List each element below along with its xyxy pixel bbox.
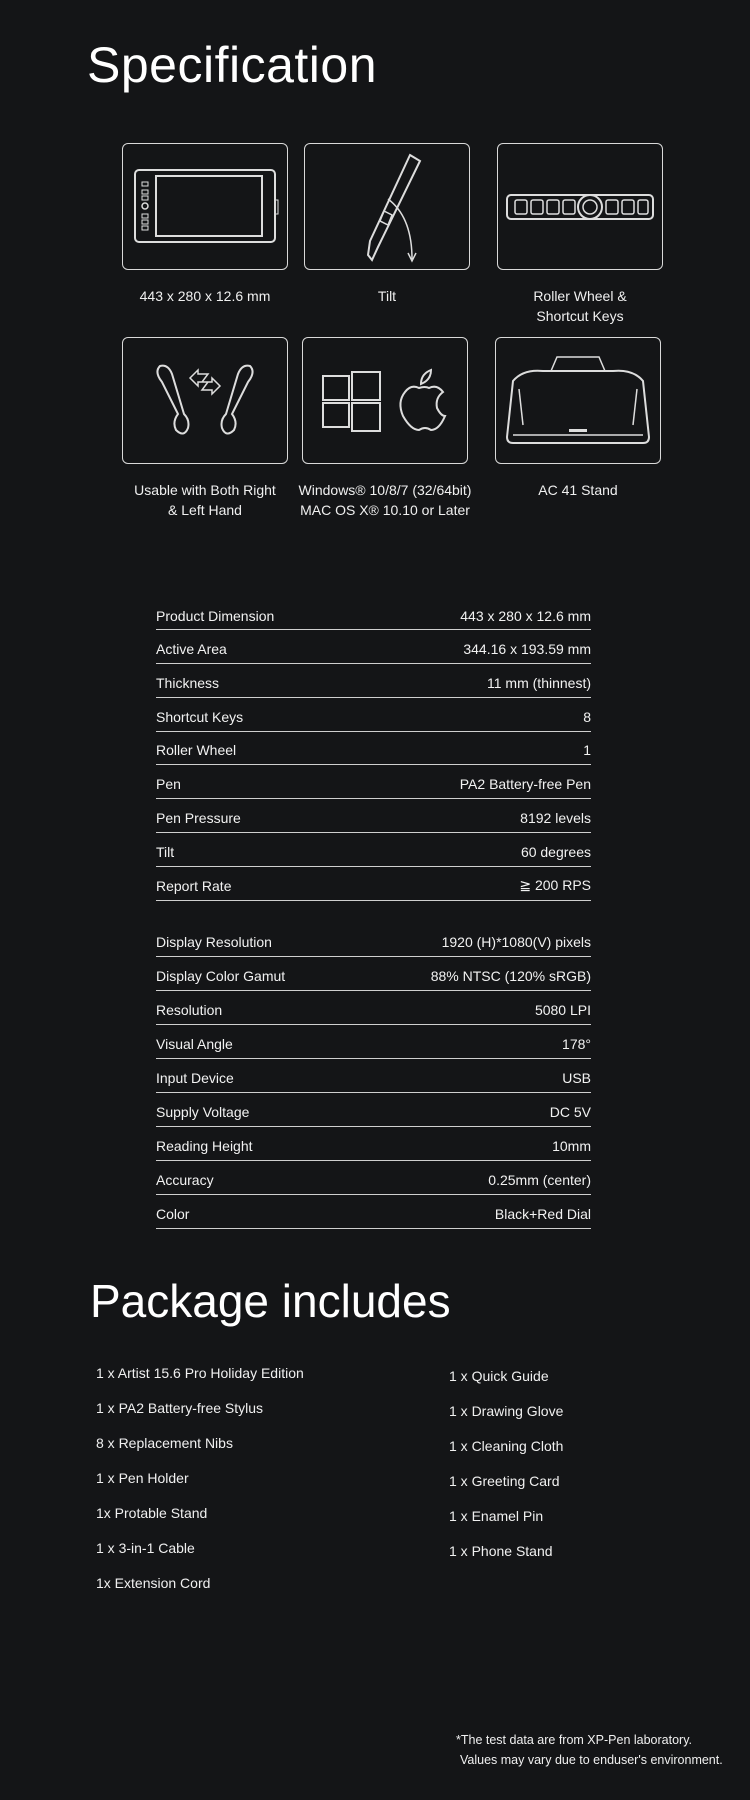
stand-icon [503, 351, 653, 451]
row-label: Tilt [156, 843, 175, 860]
list-item: 1 x Quick Guide [449, 1368, 549, 1384]
row-value: ≧ 200 RPS [519, 877, 591, 893]
row-label: Color [156, 1205, 190, 1222]
feature-caption: Usable with Both Right & Left Hand [134, 482, 276, 518]
os-logos-icon [315, 366, 455, 436]
row-label: Visual Angle [156, 1035, 233, 1052]
row-value: 11 mm (thinnest) [487, 674, 591, 691]
list-item: 1 x Phone Stand [449, 1543, 553, 1559]
row-label: Roller Wheel [156, 742, 237, 758]
row-label: Resolution [156, 1001, 223, 1018]
row-label: Pen [156, 775, 181, 792]
feature-caption: 443 x 280 x 12.6 mm [139, 288, 271, 304]
feature-tilt [287, 143, 487, 306]
row-label: Shortcut Keys [156, 708, 244, 725]
feature-caption: AC 41 Stand [538, 482, 618, 498]
list-item: 1 x Pen Holder [96, 1470, 189, 1486]
row-label: Pen Pressure [156, 809, 241, 826]
footnote-line-1: *The test data are from XP-Pen laboratory. [456, 1733, 692, 1747]
row-value: 344.16 x 193.59 mm [463, 640, 591, 657]
row-label: Display Resolution [156, 933, 272, 950]
row-value: 443 x 280 x 12.6 mm [460, 607, 591, 624]
pen-tilt-icon [332, 147, 442, 267]
specification-title: Specification [87, 37, 377, 93]
feature-caption: Windows® 10/8/7 (32/64bit) MAC OS X® 10.10 or Later [298, 482, 472, 518]
feature-caption: Tilt [377, 288, 397, 304]
row-label: Reading Height [156, 1137, 253, 1154]
feature-roller-wheel [480, 143, 680, 326]
row-value: Black+Red Dial [494, 1205, 591, 1222]
both-hands-icon [150, 356, 260, 446]
row-label: Active Area [156, 640, 227, 657]
list-item: 1 x Greeting Card [449, 1473, 560, 1489]
list-item: 1 x PA2 Battery-free Stylus [96, 1400, 264, 1416]
table-row [156, 664, 591, 698]
table-row [156, 1025, 591, 1059]
table-row [156, 1195, 591, 1229]
list-item: 1 x Enamel Pin [449, 1508, 544, 1524]
row-value: 10mm [552, 1137, 591, 1154]
table-row [156, 1161, 591, 1195]
row-value: PA2 Battery-free Pen [459, 775, 591, 792]
spec-table-secondary [156, 923, 591, 1229]
table-row [156, 1127, 591, 1161]
feature-box [497, 143, 663, 270]
row-label: Report Rate [156, 877, 232, 894]
package-list-right [449, 1366, 563, 1576]
table-row [156, 732, 591, 765]
table-row [156, 923, 591, 957]
row-value: 0.25mm (center) [488, 1171, 591, 1188]
table-row [156, 799, 591, 833]
row-label: Display Color Gamut [156, 967, 286, 984]
feature-box [122, 337, 288, 464]
row-value: 60 degrees [520, 843, 591, 860]
row-value: 88% NTSC (120% sRGB) [430, 967, 591, 984]
tablet-icon [130, 162, 280, 252]
list-item: 8 x Replacement Nibs [96, 1435, 233, 1451]
feature-dimension [105, 143, 305, 306]
row-label: Accuracy [156, 1171, 214, 1188]
feature-box [122, 143, 288, 270]
package-list-left [96, 1363, 304, 1608]
row-label: Product Dimension [156, 607, 275, 624]
table-row [156, 957, 591, 991]
table-row [156, 598, 591, 630]
list-item: 1x Protable Stand [96, 1505, 208, 1521]
row-value: 1920 (H)*1080(V) pixels [441, 933, 591, 950]
list-item: 1 x Artist 15.6 Pro Holiday Edition [96, 1365, 304, 1381]
list-item: 1x Extension Cord [96, 1575, 211, 1591]
row-value: 1 [583, 742, 591, 758]
feature-box [302, 337, 468, 464]
roller-wheel-icon [505, 187, 655, 227]
list-item: 1 x 3-in-1 Cable [96, 1540, 195, 1556]
list-item: 1 x Cleaning Cloth [449, 1438, 564, 1454]
feature-stand [478, 337, 678, 500]
feature-box [495, 337, 661, 464]
package-title: Package includes [90, 1275, 451, 1327]
table-row [156, 991, 591, 1025]
table-row [156, 1093, 591, 1127]
table-row [156, 765, 591, 799]
table-row [156, 1059, 591, 1093]
row-value: DC 5V [549, 1103, 591, 1120]
row-label: Thickness [156, 674, 220, 691]
list-item: 1 x Drawing Glove [449, 1403, 564, 1419]
row-value: 8192 levels [520, 809, 591, 826]
feature-both-hands [105, 337, 305, 520]
footnote-line-2: Values may vary due to enduser's environment. [460, 1753, 723, 1767]
feature-os [285, 337, 485, 520]
table-row [156, 833, 591, 867]
row-label: Input Device [156, 1069, 234, 1086]
table-row [156, 867, 591, 901]
row-value: 8 [583, 708, 591, 725]
feature-caption: Roller Wheel & Shortcut Keys [533, 288, 627, 324]
row-value: 5080 LPI [534, 1001, 591, 1018]
feature-box [304, 143, 470, 270]
row-value: 178° [562, 1035, 591, 1052]
table-row [156, 630, 591, 664]
footnote [456, 1730, 736, 1770]
row-value: USB [562, 1069, 591, 1086]
row-label: Supply Voltage [156, 1103, 250, 1120]
spec-table-primary [156, 598, 591, 901]
table-row [156, 698, 591, 732]
